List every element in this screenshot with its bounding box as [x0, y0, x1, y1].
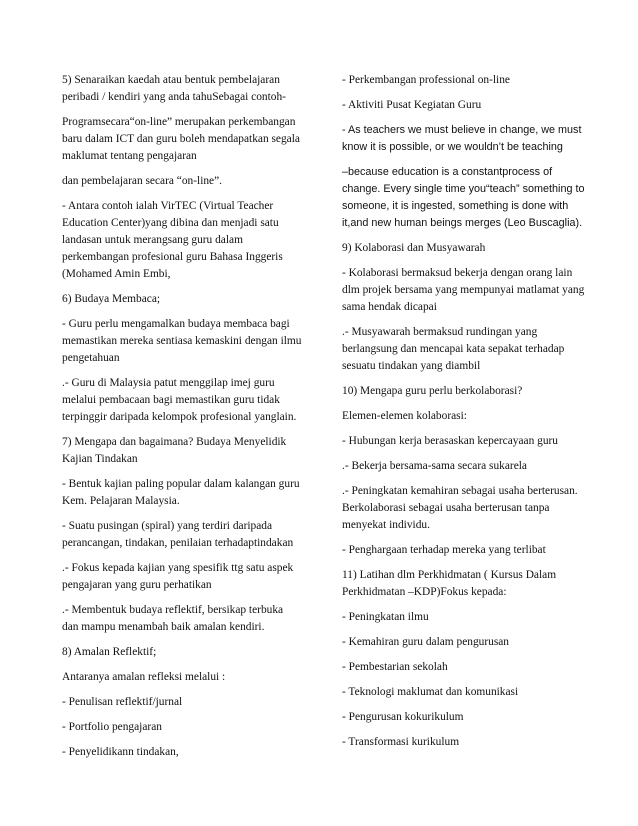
paragraph: - Transformasi kurikulum	[342, 736, 460, 748]
paragraph: - Portfolio pengajaran	[62, 721, 162, 733]
paragraph: .- Musyawarah bermaksud rundingan yang berlangsung dan mencapai kata sepakat terhadap sesuatu tindakan yang diambil	[342, 326, 565, 372]
left-column	[62, 72, 302, 769]
paragraph: Antaranya amalan refleksi melalui :	[62, 671, 226, 683]
paragraph: .- Peningkatan kemahiran sebagai usaha berterusan. Berkolaborasi sebagai usaha berterusan tanpa menyekat individu.	[342, 485, 578, 531]
paragraph: - Pembestarian sekolah	[342, 661, 448, 673]
paragraph: –because education is a constantprocess of change. Every single time you“teach” something to someone, it is ingested, something is done with it,and new human beings merges (Leo Buscaglia).	[342, 166, 585, 229]
paragraph: .- Guru di Malaysia patut menggilap imej guru melalui pembacaan bagi memastikan guru tidak terpinggir daripada kelompok profesional yanglain.	[62, 377, 297, 423]
right-column	[342, 72, 592, 759]
paragraph: 11) Latihan dlm Perkhidmatan ( Kursus Dalam Perkhidmatan –KDP)Fokus kepada:	[342, 569, 557, 598]
paragraph: 10) Mengapa guru perlu berkolaborasi?	[342, 385, 523, 397]
paragraph: 8) Amalan Reflektif;	[62, 646, 157, 658]
paragraph: 6) Budaya Membaca;	[62, 293, 161, 305]
paragraph: - Kemahiran guru dalam pengurusan	[342, 636, 510, 648]
paragraph: - Bentuk kajian paling popular dalam kalangan guru Kem. Pelajaran Malaysia.	[62, 478, 300, 507]
paragraph: - Suatu pusingan (spiral) yang terdiri daripada perancangan, tindakan, penilaian terhadaptindakan	[62, 520, 294, 549]
paragraph: - Hubungan kerja berasaskan kepercayaan guru	[342, 435, 559, 447]
paragraph: - Peningkatan ilmu	[342, 611, 429, 623]
paragraph: - Teknologi maklumat dan komunikasi	[342, 686, 519, 698]
paragraph: - Guru perlu mengamalkan budaya membaca bagi memastikan mereka sentiasa kemaskini dengan ilmu pengetahuan	[62, 318, 302, 364]
paragraph: Elemen-elemen kolaborasi:	[342, 410, 467, 422]
paragraph: - Penyelidikann tindakan,	[62, 746, 179, 758]
paragraph: .- Fokus kepada kajian yang spesifik ttg satu aspek pengajaran yang guru perhatikan	[62, 562, 294, 591]
paragraph: dan pembelajaran secara “on-line”.	[62, 175, 223, 187]
paragraph: - Kolaborasi bermaksud bekerja dengan orang lain dlm projek bersama yang mempunyai matlamat yang sama hendak dicapai	[342, 267, 585, 313]
paragraph: - Penghargaan terhadap mereka yang terlibat	[342, 544, 546, 556]
paragraph: - Antara contoh ialah VirTEC (Virtual Teacher Education Center)yang dibina dan menjadi satu landasan untuk merangsang guru dalam perkembangan profesional guru Bahasa Inggeris (Mohamed Amin Embi,	[62, 200, 283, 280]
paragraph: - Penulisan reflektif/jurnal	[62, 696, 183, 708]
paragraph: - Aktiviti Pusat Kegiatan Guru	[342, 99, 482, 111]
paragraph: Programsecara“on-line” merupakan perkembangan baru dalam ICT dan guru boleh mendapatkan segala maklumat tentang pengajaran	[62, 116, 300, 162]
paragraph: - Pengurusan kokurikulum	[342, 711, 464, 723]
paragraph: 7) Mengapa dan bagaimana? Budaya Menyelidik Kajian Tindakan	[62, 436, 287, 465]
paragraph: - Perkembangan professional on-line	[342, 74, 510, 86]
paragraph: .- Membentuk budaya reflektif, bersikap terbuka dan mampu menambah baik amalan kendiri.	[62, 604, 284, 633]
paragraph: .- Bekerja bersama-sama secara sukarela	[342, 460, 527, 472]
paragraph: 5) Senaraikan kaedah atau bentuk pembelajaran peribadi / kendiri yang anda tahuSebagai contoh-	[62, 74, 286, 103]
paragraph: 9) Kolaborasi dan Musyawarah	[342, 242, 486, 254]
paragraph: - As teachers we must believe in change, we must know it is possible, or we wouldn’t be teaching	[342, 124, 582, 153]
